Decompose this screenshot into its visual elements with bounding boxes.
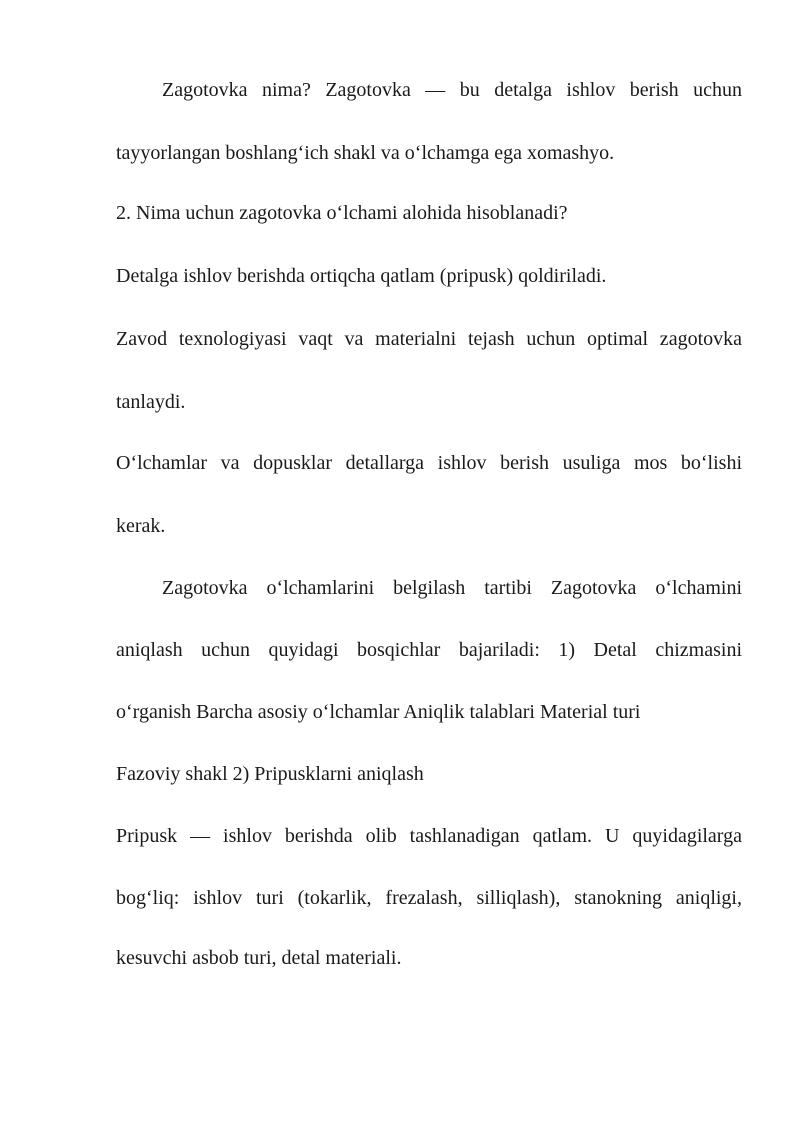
paragraph-line: Zavod texnologiyasi vaqt va materialni tejash uchun optimal zagotovka	[116, 328, 742, 350]
paragraph-line: Pripusk — ishlov berishda olib tashlanadigan qatlam. U quyidagilarga	[116, 825, 742, 847]
question-heading: 2. Nima uchun zagotovka o‘lchami alohida hisoblanadi?	[116, 202, 568, 224]
paragraph-line: tanlaydi.	[116, 391, 186, 413]
paragraph-line: o‘rganish Barcha asosiy o‘lchamlar Aniqlik talablari Material turi	[116, 701, 641, 723]
paragraph-line: tayyorlangan boshlang‘ich shakl va o‘lchamga ega xomashyo.	[116, 142, 615, 164]
paragraph-line: Zagotovka o‘lchamlarini belgilash tartibi Zagotovka o‘lchamini	[162, 577, 742, 599]
paragraph-line: Fazoviy shakl 2) Pripusklarni aniqlash	[116, 763, 424, 785]
paragraph-line: kerak.	[116, 515, 166, 537]
paragraph-line: aniqlash uchun quyidagi bosqichlar bajariladi: 1) Detal chizmasini	[116, 639, 742, 661]
paragraph-line: Detalga ishlov berishda ortiqcha qatlam (pripusk) qoldiriladi.	[116, 265, 607, 287]
paragraph-line: kesuvchi asbob turi, detal materiali.	[116, 947, 402, 969]
paragraph-line: Zagotovka nima? Zagotovka — bu detalga ishlov berish uchun	[162, 79, 742, 101]
paragraph-line: bog‘liq: ishlov turi (tokarlik, frezalash, silliqlash), stanokning aniqligi,	[116, 887, 742, 909]
paragraph-line: O‘lchamlar va dopusklar detallarga ishlov berish usuliga mos bo‘lishi	[116, 452, 742, 474]
